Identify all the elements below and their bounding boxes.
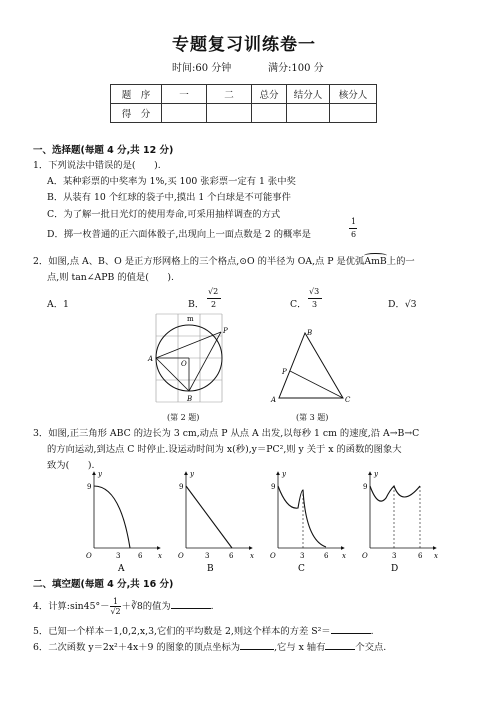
figure-2-caption: (第 2 题): [167, 413, 200, 422]
axis-x-label: x: [250, 552, 254, 560]
axis-y-label: y: [282, 470, 286, 478]
triangle-abc: [279, 333, 343, 398]
curve: [94, 486, 130, 548]
fraction-numerator: 1: [110, 597, 120, 607]
table-cell: 一: [162, 85, 207, 104]
answer-blank[interactable]: [240, 640, 274, 650]
tick-6: 6: [229, 552, 234, 560]
q2-line2: 点,则 tan∠APB 的值是( ).: [47, 272, 175, 283]
q5-end: .: [370, 626, 374, 637]
axis-y-label: y: [190, 470, 194, 478]
fraction-numerator: √2: [208, 287, 219, 296]
score-table: [110, 84, 377, 123]
q1-stem: 1．下列说法中错误的是( ).: [33, 160, 161, 171]
q4-end: .: [210, 601, 214, 612]
label-a: A: [271, 396, 277, 404]
table-cell: 题 序: [111, 85, 162, 104]
score-cell[interactable]: [287, 104, 330, 123]
axis-x-label: x: [342, 552, 346, 560]
graph-c-label[interactable]: C: [298, 564, 305, 573]
origin-label: O: [362, 552, 368, 560]
origin-label: O: [86, 552, 92, 560]
tick-9: 9: [179, 483, 184, 491]
table-cell: 得 分: [111, 104, 162, 123]
q4-prefix: 4．计算:sin45°－: [33, 601, 110, 612]
label-b: B: [187, 395, 193, 403]
q6-line: [33, 639, 386, 653]
tick-9: 9: [363, 483, 368, 491]
tick-3: 3: [116, 552, 121, 560]
tick-3: 3: [205, 552, 210, 560]
label-o: O: [181, 360, 187, 368]
label-p: P: [282, 368, 287, 376]
q4-line: [33, 597, 214, 616]
axis-y-label: y: [374, 470, 378, 478]
table-cell: 二: [207, 85, 252, 104]
label-b: B: [307, 329, 313, 337]
curve: [186, 486, 232, 548]
q5-text: 5．已知一个样本－1,0,2,x,3,它们的平均数是 2,则这个样本的方差 S²＝: [33, 626, 331, 637]
graph-a: [86, 470, 162, 573]
figure-3-caption: (第 3 题): [296, 413, 329, 422]
fraction-denominator: 6: [351, 230, 357, 239]
q3-line1: 3．如图,正三角形 ABC 的边长为 3 cm,动点 P 从点 A 出发,以每秒 1 cm 的速度,沿 A→B→C: [33, 428, 420, 439]
q2-text: 2．如图,点 A、B、O 是正方形网格上的三个格点,⊙O 的半径为 OA,点 P 是优弧: [33, 256, 365, 267]
table-cell: 核分人: [330, 85, 377, 104]
origin-label: O: [270, 552, 276, 560]
fraction-numerator: 1: [351, 217, 357, 226]
table-cell: 总分: [252, 85, 287, 104]
q6-mid: ,它与 x 轴有: [274, 642, 326, 653]
q2-line1: [33, 253, 415, 267]
q1-option-c: C．为了解一批日光灯的使用寿命,可采用抽样调查的方式: [47, 209, 281, 220]
tick-3: 3: [392, 552, 397, 560]
tick-3: 3: [300, 552, 305, 560]
q1-option-b: B．从装有 10 个红球的袋子中,摸出 1 个白球是不可能事件: [47, 192, 291, 203]
q5-line: [33, 623, 374, 637]
label-a: A: [148, 355, 154, 363]
curve: [278, 486, 326, 547]
arc-label: [364, 256, 386, 267]
label-p: P: [223, 327, 228, 335]
q2-option-a: A．1: [47, 299, 69, 310]
q3-graph-options: [80, 468, 450, 573]
graph-b: [178, 470, 254, 573]
score-cell[interactable]: [252, 104, 287, 123]
section-choice-heading: 一、选择题(每题 4 分,共 12 分): [33, 145, 174, 156]
q3-line3: 致为( ).: [47, 460, 95, 471]
q2-option-c-prefix: C．: [290, 299, 307, 310]
fraction-denominator: √2: [110, 607, 121, 616]
q1-option-a: A．某种彩票的中奖率为 1%,买 100 张彩票一定有 1 张中奖: [47, 176, 296, 187]
q6-prefix: 6．二次函数 y＝2x²＋4x＋9 的图象的顶点坐标为: [33, 642, 241, 653]
fraction-numerator: √3: [309, 287, 320, 296]
fraction-bar: [349, 228, 357, 229]
fraction-bar: [308, 298, 322, 299]
tick-6: 6: [138, 552, 143, 560]
score-cell[interactable]: [330, 104, 377, 123]
table-cell: 结分人: [287, 85, 330, 104]
score-cell[interactable]: [162, 104, 207, 123]
figure-3-diagram: [265, 325, 355, 405]
q4-fraction: [110, 597, 120, 616]
axis-x-label: x: [158, 552, 162, 560]
tick-6: 6: [324, 552, 329, 560]
graph-d-label[interactable]: D: [391, 564, 399, 573]
tick-9: 9: [87, 483, 92, 491]
q2-text-end: 上的一: [386, 256, 415, 267]
graph-b-label[interactable]: B: [207, 564, 214, 573]
tick-6: 6: [418, 552, 423, 560]
q6-end: 个交点.: [355, 642, 387, 653]
time-label: 时间:60 分钟: [172, 63, 232, 74]
q1-option-d: D．掷一枚普通的正六面体骰子,出现向上一面点数是 2 的概率是: [47, 229, 311, 240]
answer-blank[interactable]: [171, 599, 211, 609]
axis-x-label: x: [434, 552, 438, 560]
axis-y-label: y: [98, 470, 102, 478]
label-c: C: [345, 396, 351, 404]
fraction-bar: [207, 298, 221, 299]
answer-blank[interactable]: [331, 624, 371, 634]
fraction-denominator: 2: [211, 300, 217, 309]
fraction-denominator: 3: [312, 300, 318, 309]
table-row: [111, 104, 377, 123]
label-m: m: [187, 315, 194, 323]
arc-mark: [364, 253, 386, 258]
q2-option-b-prefix: B．: [188, 299, 205, 310]
figure-2-diagram: [143, 312, 238, 414]
page-title: 专题复习训练卷一: [172, 35, 316, 55]
graph-c: [270, 470, 346, 573]
curve: [370, 486, 420, 501]
origin-label: O: [178, 552, 184, 560]
score-cell[interactable]: [207, 104, 252, 123]
section-fill-heading: 二、填空题(每题 4 分,共 16 分): [33, 579, 174, 590]
q3-line2: 的方向运动,到达点 C 时停止.设运动时间为 x(秒),y＝PC²,则 y 关于 x 的函数的图象大: [47, 444, 402, 455]
full-score-label: 满分:100 分: [268, 63, 324, 74]
arc-text: AmB: [364, 256, 387, 267]
q2-option-d: D．√3: [388, 299, 417, 310]
q4-suffix: ＋∛8的值为: [121, 601, 171, 612]
graph-d: [362, 470, 438, 573]
graph-a-label[interactable]: A: [118, 564, 125, 573]
tick-9: 9: [271, 483, 276, 491]
table-row: [111, 85, 377, 104]
answer-blank[interactable]: [325, 640, 355, 650]
